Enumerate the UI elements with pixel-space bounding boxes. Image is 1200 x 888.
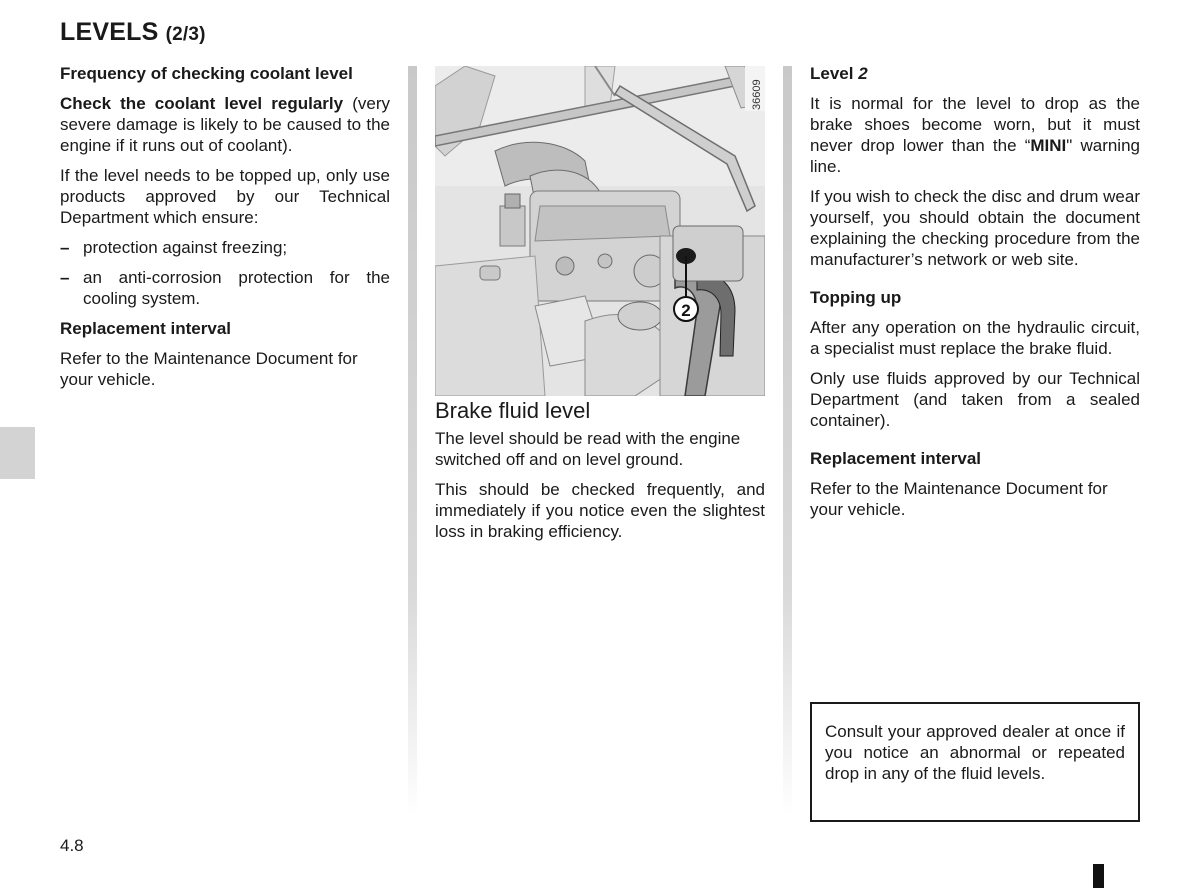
paragraph-approved-fluids: Only use fluids approved by our Technical Department (and taken from a sealed container).: [810, 369, 1140, 430]
paragraph-level-drop: It is normal for the level to drop as the brake shoes become worn, but it must never drop lower than the “MINI" warning line.: [810, 94, 1140, 176]
paragraph-disc-drum: If you wish to check the disc and drum wear yourself, you should obtain the document explaining the checking procedure from the manufacturer’s network or web site.: [810, 187, 1140, 269]
heading-topping-up: Topping up: [810, 288, 902, 307]
column-divider: [783, 66, 792, 816]
paragraph-maintenance-doc: Refer to the Maintenance Document for your vehicle.: [60, 349, 358, 389]
engine-bay-illustration: [435, 66, 765, 396]
page-title-part: (2/3): [165, 24, 206, 45]
image-ref-number: 36609: [751, 79, 763, 110]
column-coolant: [60, 63, 390, 399]
paragraph-maintenance-doc: Refer to the Maintenance Document for your vehicle.: [810, 479, 1108, 519]
callout-2: 2: [681, 301, 691, 320]
paragraph-read-level: The level should be read with the engine switched off and on level ground.: [435, 429, 741, 469]
column-divider: [408, 66, 417, 816]
end-marker: [1093, 864, 1104, 888]
heading-brake-fluid-level: Brake fluid level: [435, 398, 591, 423]
coolant-bullet-list: [60, 237, 390, 309]
paragraph-topping-up: If the level needs to be topped up, only use products approved by our Technical Department which ensure:: [60, 166, 390, 227]
paragraph-hydraulic: After any operation on the hydraulic circuit, a specialist must replace the brake fluid.: [810, 318, 1140, 358]
list-item: – an anti-corrosion protection for the cooling system.: [60, 268, 390, 308]
notice-box: Consult your approved dealer at once if you notice an abnormal or repeated drop in any of the fluid levels.: [810, 702, 1140, 822]
column-brake-fluid: [435, 400, 765, 551]
page-title: LEVELS (2/3): [60, 18, 206, 46]
paragraph-check-coolant: Check the coolant level regularly (very severe damage is likely to be caused to the engine if it runs out of coolant).: [60, 94, 391, 155]
list-item: – protection against freezing;: [60, 238, 288, 257]
heading-replacement-interval: Replacement interval: [60, 319, 232, 338]
heading-coolant-frequency: Frequency of checking coolant level: [60, 64, 353, 83]
chapter-tab: [0, 427, 35, 479]
page-number: 4.8: [60, 836, 84, 855]
column-level-topping: [810, 63, 1140, 529]
bold-check-coolant: Check the coolant level regularly: [60, 94, 344, 113]
paragraph-check-frequently: This should be checked frequently, and immediately if you notice even the slightest loss in braking efficiency.: [435, 480, 765, 541]
heading-level-2: Level 2: [810, 64, 868, 83]
heading-replacement-interval: Replacement interval: [810, 449, 982, 468]
